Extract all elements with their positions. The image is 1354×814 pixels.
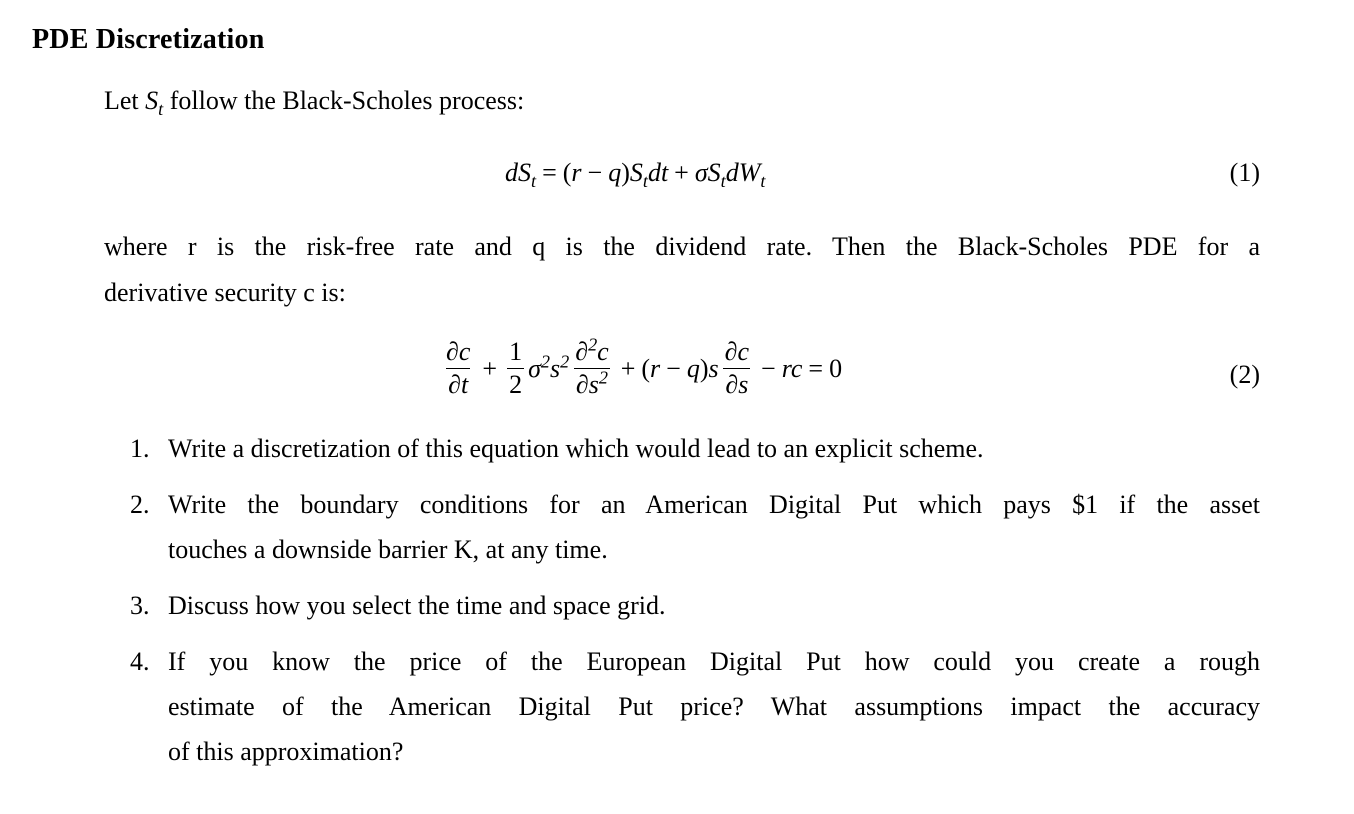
intro-paragraph bbox=[104, 78, 1264, 124]
list-item bbox=[130, 583, 1260, 628]
list-item bbox=[130, 639, 1260, 774]
equation-2-number: (2) bbox=[1229, 360, 1260, 389]
question-text: If you know the price of the European Digital Put how could you create a rough bbox=[168, 647, 1260, 676]
question-text: of this approximation? bbox=[168, 737, 404, 766]
question-list bbox=[130, 426, 1260, 785]
list-item bbox=[130, 482, 1260, 572]
intro-variable: $S_t$ bbox=[145, 86, 164, 120]
where-paragraph bbox=[104, 224, 1260, 316]
equation-1-number: (1) bbox=[1229, 158, 1260, 187]
question-number: 1. bbox=[130, 434, 150, 463]
where-line-1: where r is the risk-free rate and q is the dividend rate. Then the Black-Scholes PDE for a bbox=[104, 232, 1260, 261]
question-text: Write the boundary conditions for an American Digital Put which pays $1 if the asset bbox=[168, 490, 1260, 519]
question-number: 2. bbox=[130, 490, 150, 519]
question-text: Write a discretization of this equation which would lead to an explicit scheme. bbox=[168, 434, 984, 463]
question-text: Discuss how you select the time and space grid. bbox=[168, 591, 666, 620]
equation-1: $dS_t = (r - q)S_tdt + \sigma S_tdW_t$ bbox=[505, 158, 766, 192]
equation-2: $\frac{\partial c}{\partial t}$ + $\frac{1}{2}$ $\sigma^2s^2$ $\frac{\partial^2c}{\partial s^2}$ + ( r − q ) s $\frac{\partial c}{\partial s}$ − rc = 0 bbox=[446, 334, 843, 399]
question-text: touches a downside barrier K, at any time. bbox=[168, 535, 608, 564]
intro-text-before: Let bbox=[104, 86, 146, 115]
where-line-2: derivative security c is: bbox=[104, 278, 346, 307]
question-number: 4. bbox=[130, 647, 150, 676]
question-number: 3. bbox=[130, 591, 150, 620]
intro-text-after: follow the Black-Scholes process: bbox=[163, 86, 525, 115]
section-heading: PDE Discretization bbox=[32, 24, 265, 55]
list-item bbox=[130, 426, 1260, 471]
question-text: estimate of the American Digital Put price? What assumptions impact the accuracy bbox=[168, 692, 1260, 721]
